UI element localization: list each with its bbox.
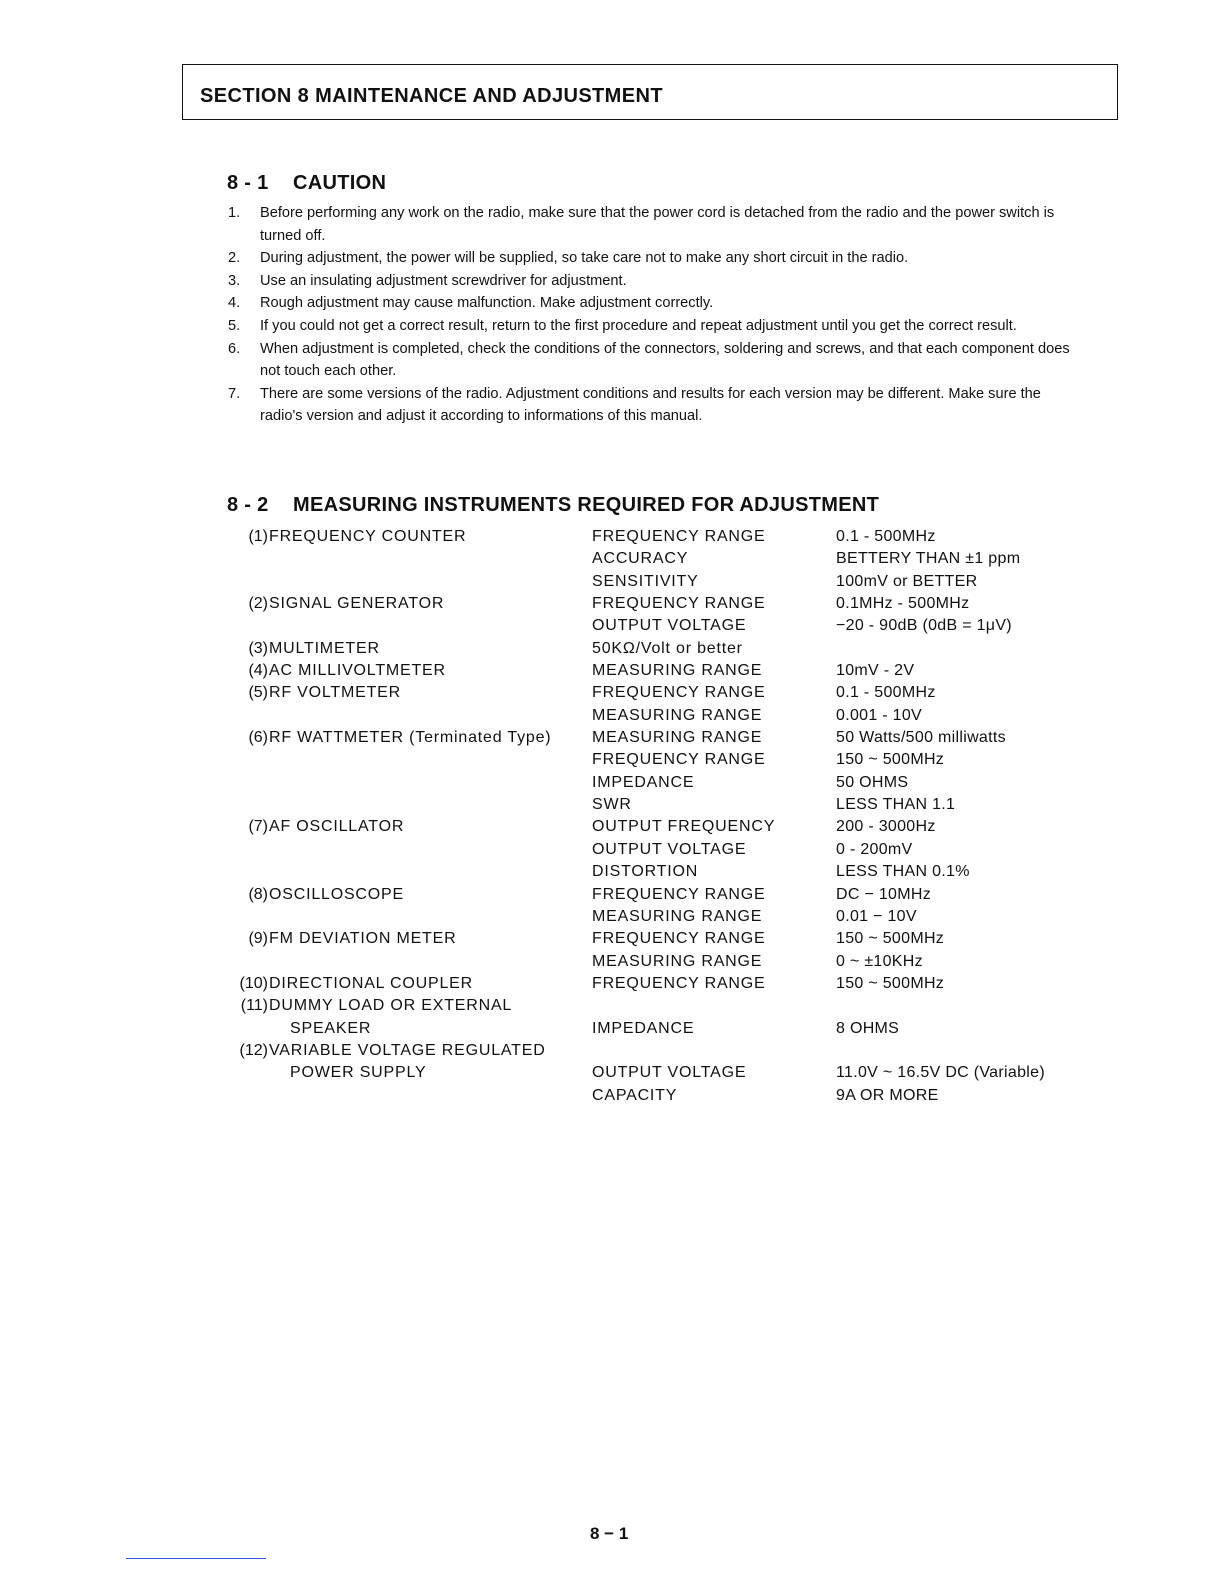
instrument-row: [222, 995, 1102, 1017]
instrument-row: [222, 861, 1102, 883]
instrument-number: (11): [240, 997, 268, 1015]
caution-item-number: 5.: [228, 317, 241, 334]
instrument-row: [222, 1018, 1102, 1040]
caution-item-text: During adjustment, the power will be supplied, so take care not to make any short circuit in the radio.: [260, 250, 909, 267]
instrument-value: 0.1 - 500MHz: [836, 684, 936, 702]
caution-item-number: 4.: [228, 295, 241, 312]
instrument-row: [222, 526, 1102, 548]
instruments-table: [222, 526, 1102, 1107]
instrument-value: 0 - 200mV: [836, 840, 913, 858]
instrument-value: −20 - 90dB (0dB = 1μV): [836, 617, 1012, 635]
instrument-number: (8): [248, 885, 268, 903]
instrument-parameter: FREQUENCY RANGE: [592, 528, 766, 545]
instrument-parameter: OUTPUT VOLTAGE: [592, 617, 747, 635]
instrument-row: [222, 548, 1102, 570]
caution-item-number: 6.: [228, 340, 241, 357]
instrument-name: OSCILLOSCOPE: [269, 885, 404, 903]
instrument-value: 0.1 - 500MHz: [836, 528, 936, 545]
instrument-value: LESS THAN 0.1%: [836, 863, 970, 881]
section-title: SECTION 8 MAINTENANCE AND ADJUSTMENT: [200, 85, 663, 107]
section-header-box: [182, 64, 1118, 120]
instrument-row: [222, 615, 1102, 637]
caution-item-number: 7.: [228, 385, 241, 402]
instrument-value: 0 ~ ±10KHz: [836, 952, 923, 970]
instrument-name: AC MILLIVOLTMETER: [269, 662, 446, 680]
instrument-value: BETTERY THAN ±1 ppm: [836, 550, 1021, 568]
caution-item: [222, 383, 1082, 428]
instrument-parameter: IMPEDANCE: [592, 1019, 695, 1037]
instrument-value: 0.01 − 10V: [836, 907, 917, 925]
page-number: 8 − 1: [590, 1524, 629, 1543]
instrument-parameter: DISTORTION: [592, 863, 699, 881]
caution-item: [222, 315, 1082, 338]
instrument-row: [222, 839, 1102, 861]
instrument-name: MULTIMETER: [269, 639, 380, 657]
instrument-row: [222, 772, 1102, 794]
caution-item-number: 3.: [228, 272, 241, 289]
instrument-row: [222, 638, 1102, 660]
instrument-value: 150 ~ 500MHz: [836, 751, 945, 769]
instrument-name: VARIABLE VOLTAGE REGULATED: [269, 1041, 546, 1059]
instrument-parameter: SENSITIVITY: [592, 572, 699, 590]
instrument-row: [222, 884, 1102, 906]
instrument-number: (6): [248, 729, 268, 747]
instrument-parameter: CAPACITY: [592, 1086, 678, 1104]
instrument-row: [222, 973, 1102, 995]
instrument-parameter: FREQUENCY RANGE: [592, 595, 766, 613]
instrument-number: (1): [248, 528, 268, 545]
instrument-value: 8 OHMS: [836, 1019, 900, 1037]
caution-item: [222, 338, 1082, 383]
instruments-heading-title: MEASURING INSTRUMENTS REQUIRED FOR ADJUSTMENT: [293, 494, 880, 516]
instrument-row: [222, 1040, 1102, 1062]
instrument-parameter: MEASURING RANGE: [592, 729, 763, 747]
instrument-row: [222, 1062, 1102, 1084]
instrument-name: RF WATTMETER (Terminated Type): [269, 729, 552, 747]
instrument-number: (12): [239, 1041, 268, 1059]
instrument-parameter: MEASURING RANGE: [592, 662, 763, 680]
instrument-row: [222, 571, 1102, 593]
instrument-value: 10mV - 2V: [836, 662, 915, 680]
caution-heading-number: 8 - 1: [227, 172, 269, 194]
caution-item-text: Before performing any work on the radio, make sure that the power cord is detached from the radio and the power switch is turned off.: [260, 205, 1055, 244]
instrument-row: [222, 816, 1102, 838]
instrument-parameter: FREQUENCY RANGE: [592, 885, 766, 903]
caution-heading: [227, 172, 386, 195]
instrument-value: 100mV or BETTER: [836, 572, 978, 590]
instrument-name: POWER SUPPLY: [290, 1064, 427, 1082]
instrument-value: 0.001 - 10V: [836, 706, 923, 724]
instrument-name: DIRECTIONAL COUPLER: [269, 974, 473, 992]
instrument-parameter: FREQUENCY RANGE: [592, 751, 766, 769]
caution-item-text: When adjustment is completed, check the conditions of the connectors, soldering and screws, and that each component does not touch each other.: [260, 340, 1070, 380]
instrument-row: [222, 682, 1102, 704]
caution-item-number: 2.: [228, 250, 241, 267]
instrument-value: DC − 10MHz: [836, 885, 932, 903]
instrument-row: [222, 906, 1102, 928]
instrument-number: (7): [248, 818, 268, 836]
instrument-value: 11.0V ~ 16.5V DC (Variable): [836, 1064, 1045, 1082]
footer-rule: [126, 1558, 266, 1559]
instrument-name: DUMMY LOAD OR EXTERNAL: [269, 997, 513, 1015]
instrument-row: [222, 749, 1102, 771]
instrument-parameter: SWR: [592, 796, 632, 814]
instrument-number: (10): [239, 974, 268, 992]
caution-item: [222, 270, 1082, 293]
instrument-parameter: MEASURING RANGE: [592, 706, 763, 724]
instrument-row: [222, 660, 1102, 682]
caution-item: [222, 247, 1082, 270]
caution-item: [222, 292, 1082, 315]
instrument-name: SPEAKER: [290, 1019, 372, 1037]
instrument-row: [222, 727, 1102, 749]
instrument-parameter: MEASURING RANGE: [592, 907, 763, 925]
instrument-parameter: 50KΩ/Volt or better: [592, 639, 743, 657]
instrument-value: 0.1MHz - 500MHz: [836, 595, 970, 613]
instrument-row: [222, 928, 1102, 950]
instrument-parameter: ACCURACY: [592, 550, 689, 568]
caution-item-text: There are some versions of the radio. Adjustment conditions and results for each version may be different. Make sure the radio's version and adjust it according to informations of this manual.: [260, 385, 1041, 425]
instrument-row: [222, 951, 1102, 973]
instrument-parameter: OUTPUT VOLTAGE: [592, 1064, 747, 1082]
caution-item: [222, 202, 1082, 247]
instrument-value: 50 Watts/500 milliwatts: [836, 729, 1006, 747]
instrument-value: 150 ~ 500MHz: [836, 974, 945, 992]
instruments-heading: [227, 494, 879, 517]
caution-heading-title: CAUTION: [293, 172, 387, 194]
instrument-number: (9): [248, 930, 268, 948]
instrument-name: AF OSCILLATOR: [269, 818, 405, 836]
instrument-parameter: FREQUENCY RANGE: [592, 930, 766, 948]
instrument-value: 150 ~ 500MHz: [836, 930, 945, 948]
instrument-row: [222, 794, 1102, 816]
instrument-parameter: FREQUENCY RANGE: [592, 684, 766, 702]
instrument-number: (2): [248, 595, 268, 613]
instrument-row: [222, 1085, 1102, 1107]
caution-item-text: Use an insulating adjustment screwdriver for adjustment.: [260, 272, 627, 289]
instrument-value: 200 - 3000Hz: [836, 818, 936, 836]
instrument-value: 9A OR MORE: [836, 1086, 939, 1104]
caution-item-number: 1.: [228, 205, 241, 221]
caution-list: [222, 202, 1082, 428]
instrument-row: [222, 705, 1102, 727]
instrument-name: FM DEVIATION METER: [269, 930, 457, 948]
caution-item-text: Rough adjustment may cause malfunction. Make adjustment correctly.: [260, 295, 714, 312]
instrument-parameter: OUTPUT FREQUENCY: [592, 818, 776, 836]
instrument-name: RF VOLTMETER: [269, 684, 401, 702]
instrument-name: SIGNAL GENERATOR: [269, 595, 445, 613]
instrument-value: 50 OHMS: [836, 773, 909, 791]
instrument-parameter: OUTPUT VOLTAGE: [592, 840, 747, 858]
instrument-number: (4): [248, 662, 268, 680]
instrument-parameter: MEASURING RANGE: [592, 952, 763, 970]
instrument-number: (5): [248, 684, 268, 702]
instrument-value: LESS THAN 1.1: [836, 796, 956, 814]
caution-item-text: If you could not get a correct result, return to the first procedure and repeat adjustment until you get the correct result.: [260, 317, 1017, 334]
instrument-parameter: FREQUENCY RANGE: [592, 974, 766, 992]
instrument-name: FREQUENCY COUNTER: [269, 528, 467, 545]
instrument-parameter: IMPEDANCE: [592, 773, 695, 791]
instruments-heading-number: 8 - 2: [227, 494, 269, 516]
instrument-number: (3): [248, 639, 268, 657]
instrument-row: [222, 593, 1102, 615]
